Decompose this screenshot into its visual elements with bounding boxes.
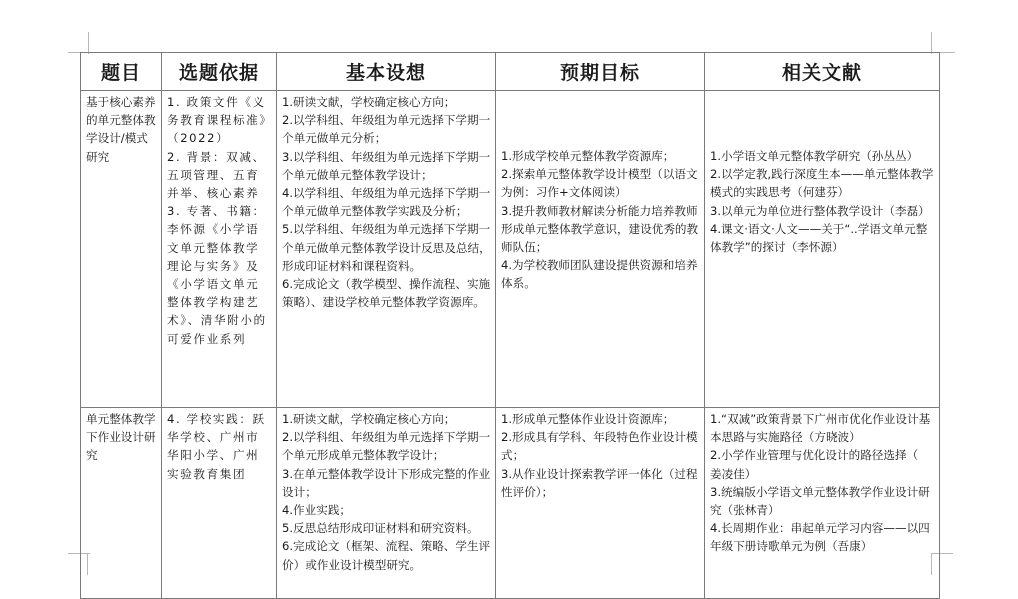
reference-item: 3.以单元为单位进行整体教学设计（李磊） — [710, 203, 930, 218]
plan-item: 3.以学科组、年级组为单元选择下学期一个单元做单元整体教学设计； — [282, 149, 491, 182]
plan-item: 2.以学科组、年级组为单元选择下学期一个单元形成单元整体教学设计； — [282, 430, 491, 463]
reference-item: 1.小学语文单元整体教学研究（孙丛丛） — [710, 149, 919, 163]
plan-item: 2.以学科组、年级组为单元选择下学期一个单元做单元分析； — [282, 113, 491, 146]
crop-mark — [88, 32, 89, 54]
header-row — [81, 53, 940, 91]
goal-item: 1.形成学校单元整体教学资源库； — [501, 149, 675, 163]
goal-item: 1.形成单元整体作业设计资源库； — [501, 412, 675, 426]
header-basis: 选题依据 — [162, 53, 277, 91]
reference-item: 4.课文·语文·人文——关于“..学语文单元整体教学”的探讨（李怀源） — [710, 221, 928, 255]
header-references: 相关文献 — [705, 53, 940, 91]
table-row — [81, 91, 940, 408]
plan-item: 6.完成论文（框架、流程、策略、学生评价）或作业设计模型研究。 — [282, 539, 491, 572]
reference-item: 4.长周期作业：串起单元学习内容——以四年级下册诗歌单元为例（吾康） — [710, 521, 930, 554]
goal-item: 2.形成具有学科、年段特色作业设计模式； — [501, 430, 698, 463]
plan-item: 4.以学科组、年级组为单元选择下学期一个单元做单元整体教学实践及分析； — [282, 186, 491, 219]
reference-item: 1.“双减”政策背景下广州市优化作业设计基本思路与实施路径（方晓波） — [710, 412, 931, 445]
cell-plan — [277, 91, 496, 408]
basis-item: 4. 学校实践：跃华学校、广州市华阳小学、广州实验教育集团 — [167, 412, 266, 481]
plan-item: 1.研读文献，学校确定核心方向； — [282, 412, 456, 426]
crop-mark — [931, 32, 932, 54]
research-topics-table — [80, 52, 940, 599]
plan-item: 1.研读文献，学校确定核心方向； — [282, 95, 456, 109]
goal-item: 3.提升教师教材解读分析能力培养教师形成单元整体教学意识，建设优秀的教师队伍； — [501, 203, 699, 255]
goal-item: 3.从作业设计探索教学评一体化（过程性评价）； — [501, 466, 698, 499]
cell-plan — [277, 408, 496, 599]
table-row — [81, 408, 940, 599]
plan-item: 6.完成论文（教学模型、操作流程、实施策略）、建设学校单元整体教学资源库。 — [282, 277, 491, 310]
goal-item: 2.探索单元整体教学设计模型（以语文为例：习作+文体阅读） — [501, 167, 698, 200]
cell-goals — [496, 408, 705, 599]
cell-basis — [162, 408, 277, 599]
cell-basis — [162, 91, 277, 408]
plan-item: 4.作业实践； — [282, 503, 352, 518]
cell-topic: 单元整体教学下作业设计研究 — [81, 408, 162, 599]
reference-item: 2.以学定教,践行深度生本——单元整体教学模式的实践思考（何建芬） — [710, 167, 934, 200]
cell-references — [705, 91, 940, 408]
header-plan: 基本设想 — [277, 53, 496, 91]
cell-references — [705, 408, 940, 599]
header-topic: 题目 — [81, 53, 162, 91]
goal-item: 4.为学校教师团队建设提供资源和培养体系。 — [501, 258, 698, 291]
plan-item: 3.在单元整体教学设计下形成完整的作业设计； — [282, 466, 491, 499]
basis-item: 3. 专著、书籍：李怀源《小学语文单元整体教学理论与实务》及《小学语文单元整体教学构建艺术》、清华附小的可爱作业系列 — [167, 204, 267, 346]
plan-item: 5.以学科组、年级组为单元选择下学期一个单元做单元整体教学设计反思及总结，形成印证材料和课程资料。 — [282, 222, 491, 273]
cell-topic: 基于核心素养的单元整体教学设计/模式研究 — [81, 91, 162, 408]
cell-goals — [496, 91, 705, 408]
header-goals: 预期目标 — [496, 53, 705, 91]
basis-item: 2. 背景：双减、五项管理、五育并举、核心素养 — [167, 149, 266, 201]
plan-item: 5.反思总结形成印证材料和研究资料。 — [282, 521, 479, 536]
basis-item: 1. 政策文件《义务教育课程标准》（2022） — [167, 95, 267, 146]
reference-item: 3.统编版小学语文单元整体教学作业设计研究（张林青） — [710, 484, 930, 518]
reference-item: 2.小学作业管理与优化设计的路径选择（ 姜凌佳） — [710, 448, 930, 481]
